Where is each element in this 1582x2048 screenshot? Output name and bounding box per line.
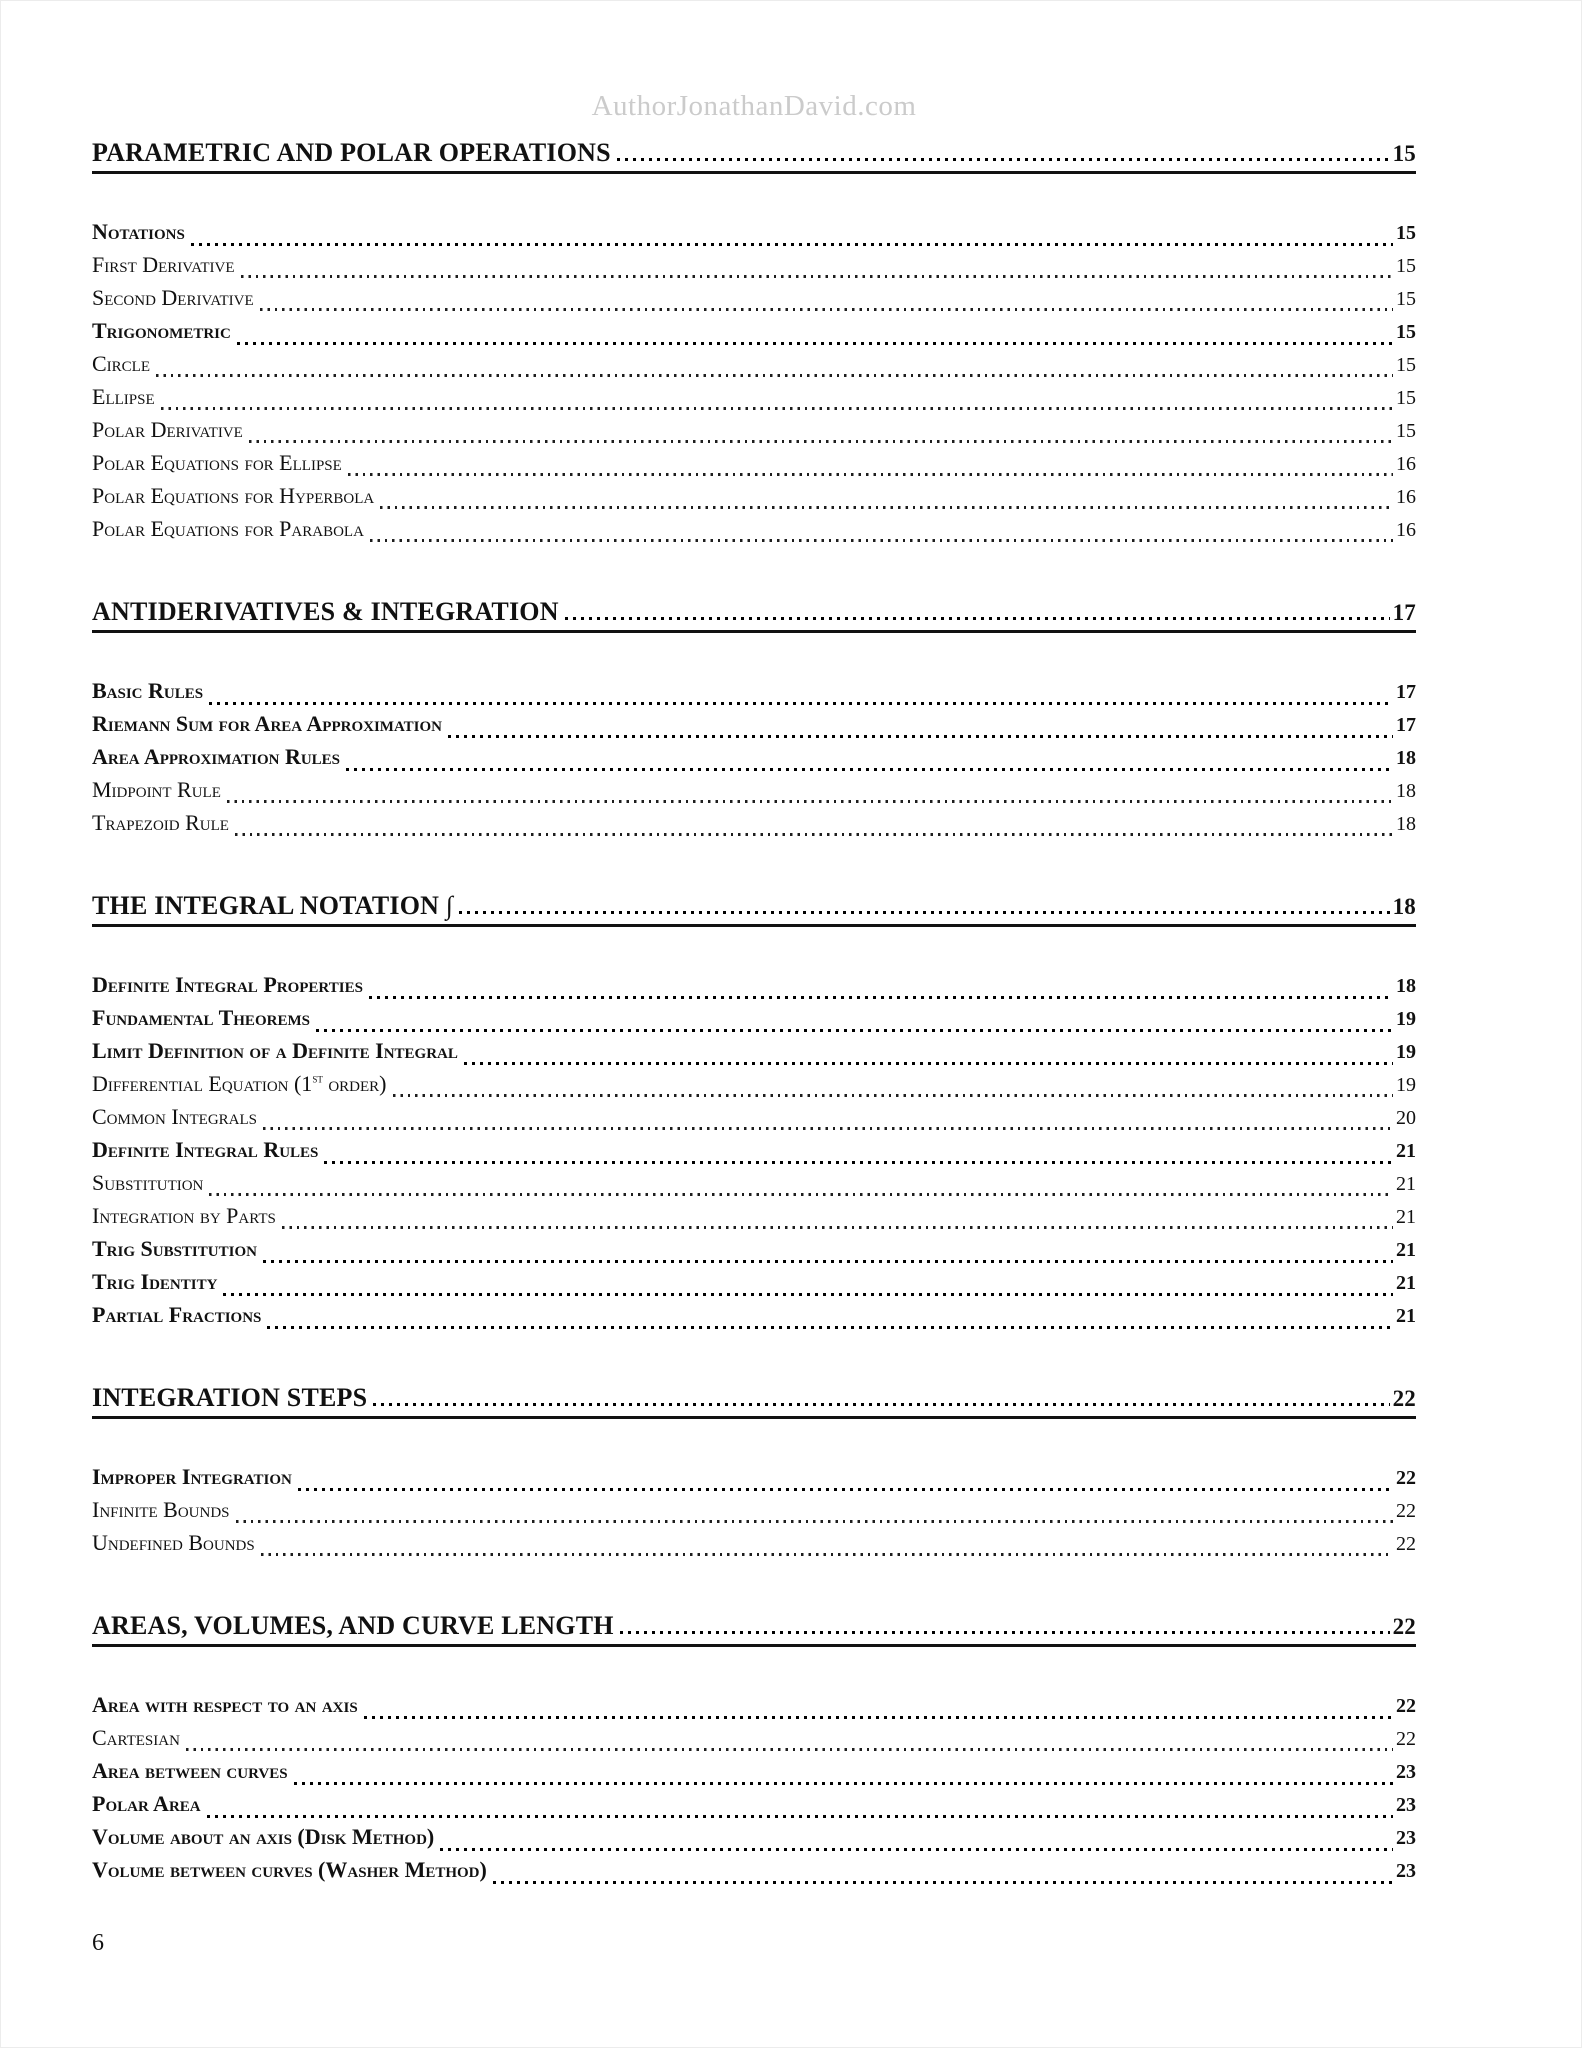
dot-leader	[209, 702, 1393, 705]
toc-entry-label: Volume about an axis (Disk Method)	[92, 1824, 435, 1849]
dot-leader	[369, 996, 1393, 999]
toc-entry-label: Improper Integration	[92, 1464, 292, 1489]
toc-entry-label: Common Integrals	[92, 1104, 258, 1129]
toc-entry-label: Basic Rules	[92, 678, 204, 703]
dot-leader	[364, 1716, 1393, 1719]
toc-entry-page: 21	[1396, 1173, 1416, 1195]
dot-leader	[380, 506, 1393, 509]
toc-entry[interactable]	[92, 1791, 1416, 1824]
toc-entry-label: Definite Integral Rules	[92, 1137, 319, 1162]
toc-entry-label: Fundamental Theorems	[92, 1005, 310, 1030]
dot-leader	[324, 1161, 1393, 1164]
toc-entry-page: 22	[1396, 1695, 1416, 1717]
dot-leader	[298, 1488, 1393, 1491]
dot-leader	[448, 735, 1393, 738]
toc-entry-label: Area Approximation Rules	[92, 744, 341, 769]
toc-entry-page: 19	[1396, 1041, 1416, 1063]
toc-entry-page: 22	[1396, 1533, 1416, 1555]
toc-entry-label: Infinite Bounds	[92, 1497, 230, 1522]
dot-leader	[267, 1326, 1393, 1329]
toc-heading-page: 17	[1392, 600, 1416, 625]
toc-heading-page: 15	[1392, 141, 1416, 166]
dot-leader	[261, 1553, 1393, 1556]
dot-leader	[227, 800, 1393, 803]
toc-heading[interactable]	[92, 597, 1416, 633]
dot-leader	[237, 342, 1393, 345]
toc-entry[interactable]	[92, 1038, 1416, 1071]
dot-leader	[493, 1881, 1393, 1884]
toc-entry-page: 16	[1396, 519, 1416, 541]
toc-entry-label: Limit Definition of a Definite Integral	[92, 1038, 458, 1063]
dot-leader	[346, 768, 1393, 771]
toc-entry[interactable]	[92, 1170, 1416, 1203]
dot-leader	[373, 1403, 1389, 1406]
toc-entry-page: 15	[1396, 255, 1416, 277]
toc-entry-page: 21	[1396, 1272, 1416, 1294]
toc-entry-label: Second Derivative	[92, 285, 254, 310]
toc-entry[interactable]	[92, 285, 1416, 318]
toc-entry-label: Substitution	[92, 1170, 204, 1195]
toc-entry-page: 18	[1396, 813, 1416, 835]
toc-heading-page: 22	[1392, 1614, 1416, 1639]
dot-leader	[236, 1520, 1394, 1523]
toc-entry-page: 15	[1396, 354, 1416, 376]
dot-leader	[620, 1631, 1390, 1634]
toc-entry[interactable]	[92, 384, 1416, 417]
toc-entry[interactable]	[92, 1530, 1416, 1563]
toc-entry[interactable]	[92, 1203, 1416, 1236]
dot-leader	[294, 1782, 1393, 1785]
dot-leader	[459, 911, 1389, 914]
toc-entry-label: Polar Area	[92, 1791, 201, 1816]
toc-entry[interactable]	[92, 318, 1416, 351]
toc-entry-label: Partial Fractions	[92, 1302, 262, 1327]
dot-leader	[282, 1226, 1393, 1229]
toc-entry-label: Riemann Sum for Area Approximation	[92, 711, 443, 736]
toc-entry[interactable]	[92, 1464, 1416, 1497]
toc-entry-label: Trig Identity	[92, 1269, 218, 1294]
dot-leader	[348, 473, 1393, 476]
dot-leader	[207, 1815, 1393, 1818]
toc-entry[interactable]	[92, 1302, 1416, 1335]
toc-heading-label: INTEGRATION STEPS	[92, 1383, 368, 1412]
toc-entry[interactable]	[92, 1824, 1416, 1857]
toc-entry[interactable]	[92, 972, 1416, 1005]
dot-leader	[186, 1748, 1393, 1751]
toc-entry[interactable]	[92, 777, 1416, 810]
toc-entry-page: 21	[1396, 1206, 1416, 1228]
toc-entry-label: Area with respect to an axis	[92, 1692, 358, 1717]
toc-entry-page: 23	[1396, 1794, 1416, 1816]
toc-entry-label: Polar Equations for Ellipse	[92, 450, 342, 475]
toc-entry-page: 15	[1396, 288, 1416, 310]
dot-leader	[370, 539, 1393, 542]
dot-leader	[440, 1848, 1393, 1851]
toc-entry[interactable]	[92, 252, 1416, 285]
toc-entry-page: 21	[1396, 1305, 1416, 1327]
toc-entry-page: 22	[1396, 1467, 1416, 1489]
toc-entry-page: 16	[1396, 486, 1416, 508]
dot-leader	[316, 1029, 1393, 1032]
toc-entry-page: 15	[1396, 420, 1416, 442]
toc-entry-label: Undefined Bounds	[92, 1530, 255, 1555]
dot-leader	[249, 440, 1393, 443]
toc-entry-label: Area between curves	[92, 1758, 288, 1783]
toc-entry-label: Polar Derivative	[92, 417, 243, 442]
dot-leader	[209, 1193, 1393, 1196]
toc-entry-label: Volume between curves (Washer Method)	[92, 1857, 487, 1882]
toc-entry[interactable]	[92, 1269, 1416, 1302]
toc-entry[interactable]	[92, 1071, 1416, 1104]
toc-entry-page: 15	[1396, 222, 1416, 244]
toc-entry[interactable]	[92, 810, 1416, 843]
toc-heading-label: THE INTEGRAL NOTATION ∫	[92, 891, 454, 920]
toc-entry[interactable]	[92, 678, 1416, 711]
dot-leader	[223, 1293, 1393, 1296]
page-number: 6	[92, 1930, 104, 1956]
toc-entry[interactable]	[92, 483, 1416, 516]
toc-entry-label: Differential Equation (1st order)	[92, 1071, 387, 1096]
toc-entry-label: Trapezoid Rule	[92, 810, 229, 835]
toc-entry-label: Notations	[92, 219, 185, 244]
toc-entry-page: 22	[1396, 1728, 1416, 1750]
toc-heading[interactable]	[92, 1611, 1416, 1647]
toc-entry-page: 19	[1396, 1074, 1416, 1096]
toc-heading[interactable]	[92, 1383, 1416, 1419]
toc-entry[interactable]	[92, 516, 1416, 549]
toc-entry-page: 20	[1396, 1107, 1416, 1129]
watermark-text: AuthorJonathanDavid.com	[591, 90, 917, 122]
toc-entry[interactable]	[92, 1005, 1416, 1038]
toc-entry-label: Circle	[92, 351, 151, 376]
toc-entry-page: 17	[1396, 714, 1416, 736]
dot-leader	[235, 833, 1393, 836]
toc-entry-page: 18	[1396, 780, 1416, 802]
toc-entry-page: 18	[1396, 747, 1416, 769]
toc-heading-label: AREAS, VOLUMES, AND CURVE LENGTH	[92, 1611, 614, 1640]
toc-entry[interactable]	[92, 351, 1416, 384]
toc-entry-page: 19	[1396, 1008, 1416, 1030]
toc-entry[interactable]	[92, 1725, 1416, 1758]
dot-leader	[156, 374, 1393, 377]
dot-leader	[241, 275, 1393, 278]
toc-entry-page: 21	[1396, 1239, 1416, 1261]
toc-entry[interactable]	[92, 219, 1416, 252]
toc-heading-page: 18	[1392, 894, 1416, 919]
dot-leader	[565, 617, 1390, 620]
dot-leader	[161, 407, 1393, 410]
toc-entry-label: Integration by Parts	[92, 1203, 276, 1228]
toc-heading[interactable]	[92, 138, 1416, 174]
toc-entry[interactable]	[92, 417, 1416, 450]
toc-heading-label: ANTIDERIVATIVES & INTEGRATION	[92, 597, 559, 626]
toc-entry-label: Polar Equations for Parabola	[92, 516, 364, 541]
toc-entry[interactable]	[92, 1758, 1416, 1791]
dot-leader	[393, 1094, 1394, 1097]
toc-entry[interactable]	[92, 1104, 1416, 1137]
toc-entry[interactable]	[92, 744, 1416, 777]
toc-entry-page: 17	[1396, 681, 1416, 703]
toc-entry-page: 15	[1396, 387, 1416, 409]
dot-leader	[464, 1062, 1393, 1065]
toc-entry-label: Midpoint Rule	[92, 777, 221, 802]
table-of-contents	[92, 138, 1416, 1890]
toc-entry-page: 16	[1396, 453, 1416, 475]
toc-entry-label: Cartesian	[92, 1725, 180, 1750]
toc-entry-page: 23	[1396, 1761, 1416, 1783]
toc-entry-page: 18	[1396, 975, 1416, 997]
toc-entry-label: Polar Equations for Hyperbola	[92, 483, 375, 508]
dot-leader	[263, 1260, 1393, 1263]
toc-entry-page: 23	[1396, 1827, 1416, 1849]
toc-heading-label: PARAMETRIC AND POLAR OPERATIONS	[92, 138, 611, 167]
toc-heading-page: 22	[1392, 1386, 1416, 1411]
toc-entry-page: 23	[1396, 1860, 1416, 1882]
toc-entry-page: 21	[1396, 1140, 1416, 1162]
dot-leader	[263, 1127, 1393, 1130]
toc-entry[interactable]	[92, 1857, 1416, 1890]
toc-entry-label: First Derivative	[92, 252, 235, 277]
toc-entry-label: Trigonometric	[92, 318, 231, 343]
toc-entry-label: Definite Integral Properties	[92, 972, 363, 997]
dot-leader	[617, 158, 1390, 161]
toc-entry[interactable]	[92, 1236, 1416, 1269]
toc-entry-page: 22	[1396, 1500, 1416, 1522]
toc-entry[interactable]	[92, 1137, 1416, 1170]
toc-entry[interactable]	[92, 450, 1416, 483]
toc-entry-label: Ellipse	[92, 384, 155, 409]
toc-entry-label: Trig Substitution	[92, 1236, 257, 1261]
toc-entry[interactable]	[92, 711, 1416, 744]
dot-leader	[260, 308, 1393, 311]
toc-entry-page: 15	[1396, 321, 1416, 343]
toc-entry[interactable]	[92, 1692, 1416, 1725]
toc-entry[interactable]	[92, 1497, 1416, 1530]
dot-leader	[191, 243, 1393, 246]
toc-heading[interactable]	[92, 891, 1416, 927]
